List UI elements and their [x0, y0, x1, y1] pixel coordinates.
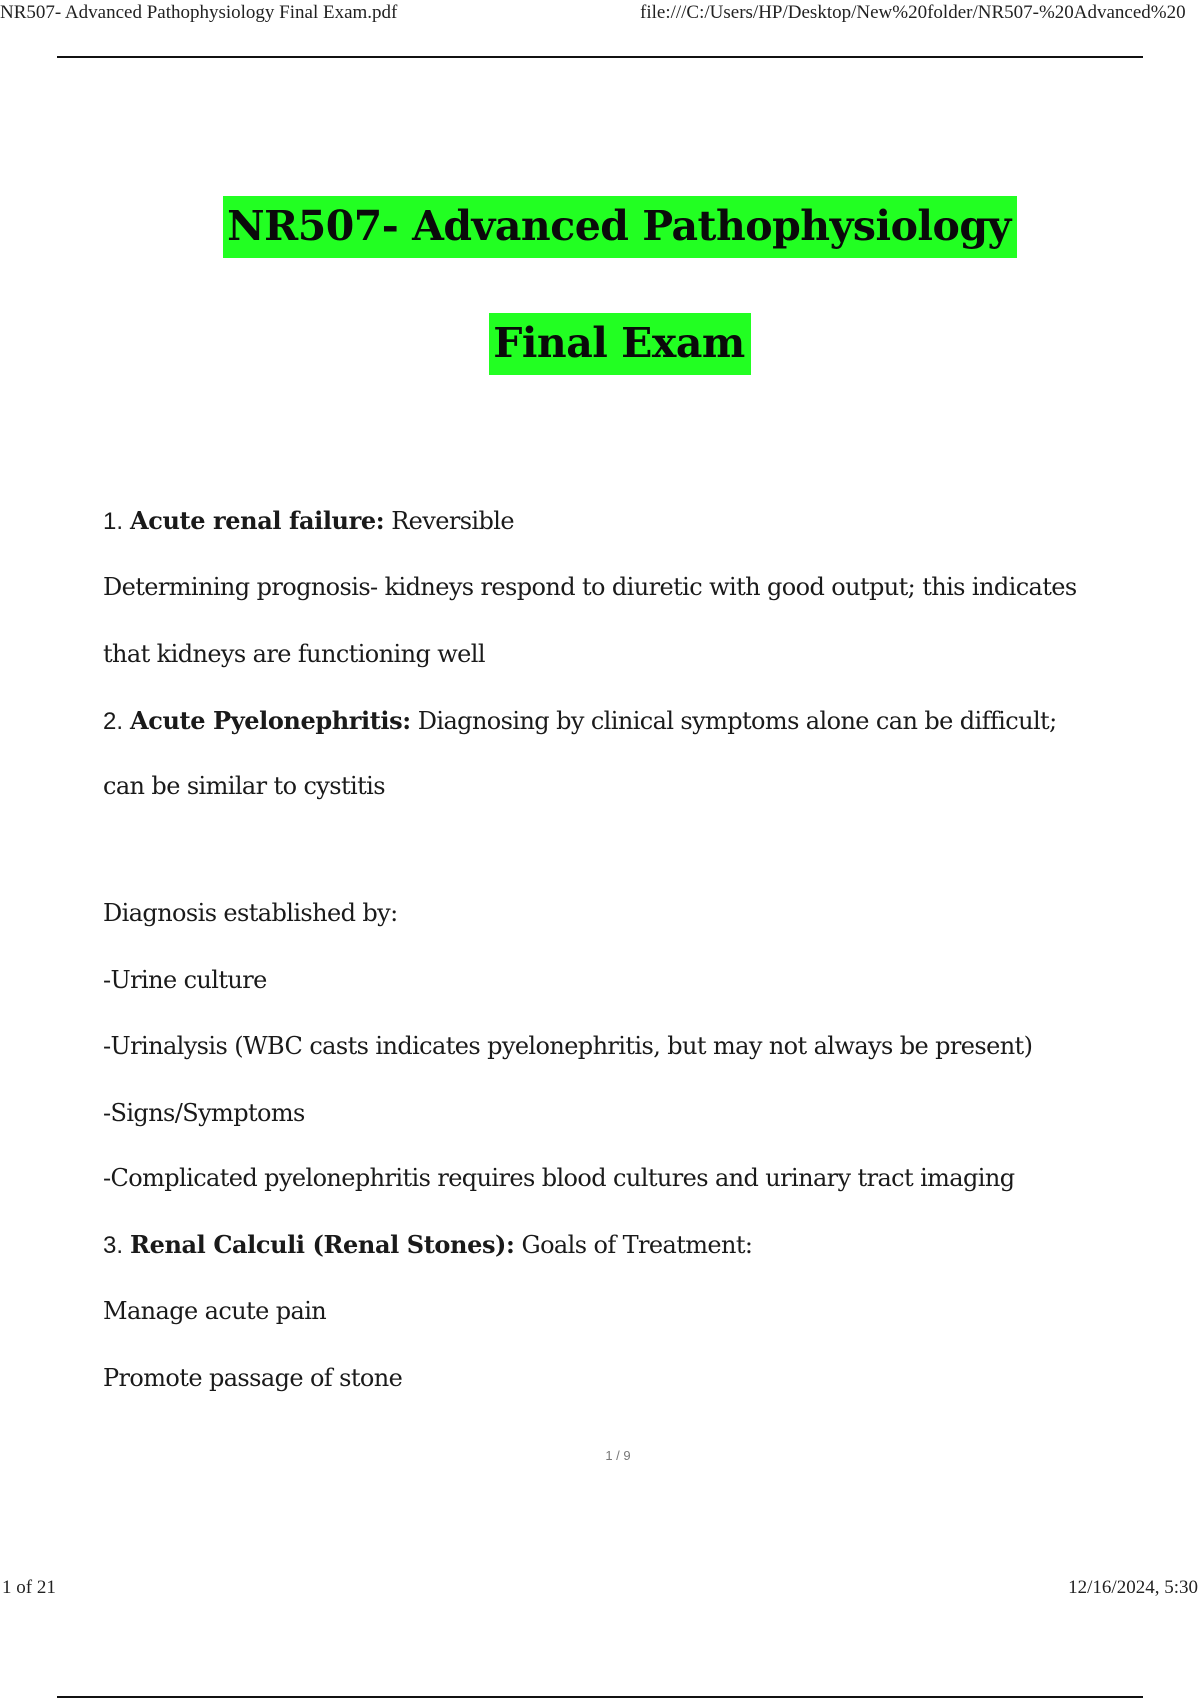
item-2-lead: Diagnosing by clinical symptoms alone can be difficult;: [417, 707, 1057, 735]
print-footer-timestamp: 12/16/2024, 5:30: [1068, 1577, 1198, 1598]
print-footer-page-count: 1 of 21: [2, 1577, 56, 1598]
item-2-body-line: Diagnosis established by:: [103, 899, 398, 927]
header-divider: [57, 56, 1143, 58]
page-indicator: 1 / 9: [605, 1448, 631, 1463]
item-1-lead: Reversible: [391, 507, 514, 535]
title-block-line-2: [0, 313, 1200, 375]
item-2-body-line: -Urinalysis (WBC casts indicates pyelonephritis, but may not always be present): [103, 1032, 1033, 1060]
item-2-number: 2.: [103, 708, 124, 735]
item-1-body-line: Determining prognosis- kidneys respond to diuretic with good output; this indicates: [103, 573, 1077, 601]
document-title-line-1: NR507- Advanced Pathophysiology: [223, 196, 1017, 258]
item-1-heading: Acute renal failure:: [130, 506, 385, 535]
item-3-lead: Goals of Treatment:: [521, 1231, 753, 1259]
item-3-heading: Renal Calculi (Renal Stones):: [130, 1230, 515, 1259]
title-block-line-1: [0, 196, 1200, 258]
item-3-body-line: Manage acute pain: [103, 1297, 327, 1325]
item-2-body-line: can be similar to cystitis: [103, 772, 385, 800]
item-1-body-line: that kidneys are functioning well: [103, 640, 485, 668]
document-title-line-2: Final Exam: [489, 313, 751, 375]
item-3-number: 3.: [103, 1232, 124, 1259]
print-header-document-title: NR507- Advanced Pathophysiology Final Exam.pdf: [0, 2, 398, 23]
item-1-number: 1.: [103, 508, 124, 535]
footer-divider: [57, 1696, 1143, 1698]
item-1-heading-line: [103, 506, 1123, 536]
item-2-heading-line: [103, 706, 1123, 736]
item-2-heading: Acute Pyelonephritis:: [130, 706, 411, 735]
item-2-body-line: -Complicated pyelonephritis requires blood cultures and urinary tract imaging: [103, 1164, 1015, 1192]
item-3-heading-line: [103, 1230, 1123, 1260]
item-2-body-line: -Signs/Symptoms: [103, 1099, 305, 1127]
print-header-file-url: file:///C:/Users/HP/Desktop/New%20folder/NR507-%20Advanced%20: [640, 2, 1186, 23]
item-3-body-line: Promote passage of stone: [103, 1364, 403, 1392]
item-2-body-line: -Urine culture: [103, 966, 267, 994]
